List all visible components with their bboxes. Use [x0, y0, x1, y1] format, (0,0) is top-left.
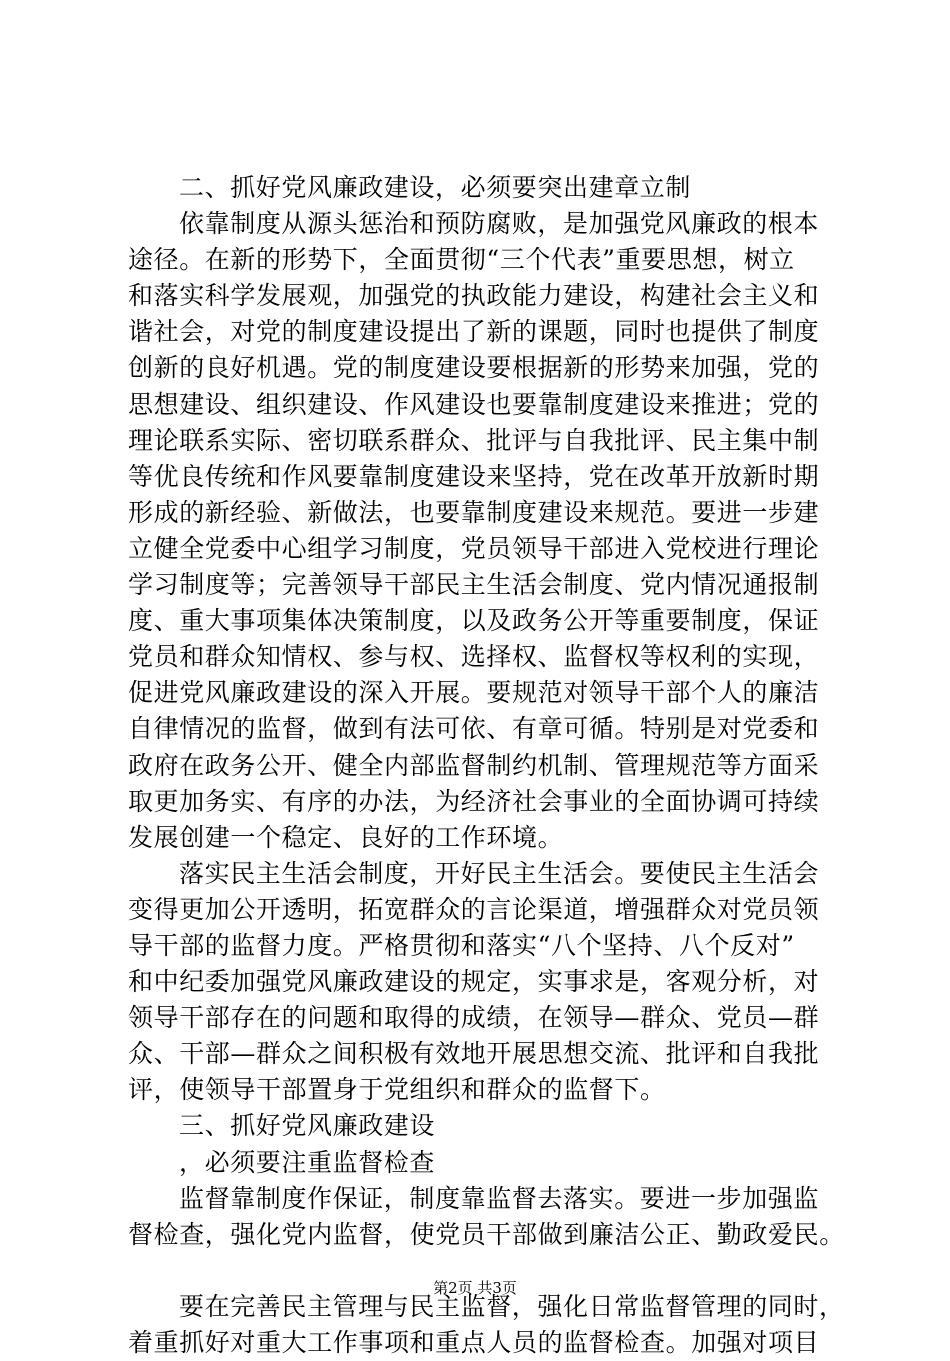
paragraph-line: 形成的新经验、新做法，也要靠制度建设来规范。要进一步建: [128, 497, 820, 527]
paragraph-line: 和中纪委加强党风廉政建设的规定，实事求是，客观分析，对: [128, 967, 820, 997]
paragraph-line: 学习制度等；完善领导干部民主生活会制度、党内情况通报制: [128, 570, 820, 600]
document-body: [128, 170, 845, 1361]
section-heading-2: 二、抓好党风廉政建设，必须要突出建章立制: [179, 173, 692, 202]
paragraph-line: 途径。在新的形势下，全面贯彻“三个代表”重要思想，树立: [128, 245, 795, 275]
paragraph-line: 取更加务实、有序的办法，为经济社会事业的全面协调可持续: [128, 786, 820, 816]
paragraph-line: 等优良传统和作风要靠制度建设来坚持，党在改革开放新时期: [128, 461, 820, 491]
paragraph-line: 促进党风廉政建设的深入开展。要规范对领导干部个人的廉洁: [128, 678, 820, 708]
paragraph-line: 思想建设、组织建设、作风建设也要靠制度建设来推进；党的: [128, 389, 820, 419]
paragraph-line: 党员和群众知情权、参与权、选择权、监督权等权利的实现，: [128, 642, 820, 672]
paragraph-line: 依靠制度从源头惩治和预防腐败，是加强党风廉政的根本: [179, 209, 820, 239]
paragraph-line: 发展创建一个稳定、良好的工作环境。: [128, 822, 564, 852]
paragraph-line: 谐社会，对党的制度建设提出了新的课题，同时也提供了制度: [128, 317, 820, 347]
paragraph-line: 度、重大事项集体决策制度，以及政务公开等重要制度，保证: [128, 606, 820, 636]
paragraph-line: 监督靠制度作保证，制度靠监督去落实。要进一步加强监: [179, 1183, 820, 1213]
paragraph-line: 评，使领导干部置身于党组织和群众的监督下。: [128, 1075, 666, 1105]
paragraph-line: 导干部的监督力度。严格贯彻和落实“八个坚持、八个反对”: [128, 930, 795, 960]
page-footer: 第2页 共3页: [433, 1279, 517, 1297]
paragraph-line: 政府在政务公开、健全内部监督制约机制、管理规范等方面采: [128, 750, 820, 780]
paragraph-line: 领导干部存在的问题和取得的成绩，在领导—群众、党员—群: [128, 1003, 820, 1033]
paragraph-line: 自律情况的监督，做到有法可依、有章可循。特别是对党委和: [128, 714, 820, 744]
paragraph-line: 要在完善民主管理与民主监督，强化日常监督管理的同时，: [179, 1291, 845, 1321]
section-heading-3-continued: ，必须要注重监督检查: [179, 1147, 436, 1177]
paragraph-line: 落实民主生活会制度，开好民主生活会。要使民主生活会: [179, 858, 820, 888]
paragraph-line: 督检查，强化党内监督，使党员干部做到廉洁公正、勤政爱民。: [128, 1219, 845, 1249]
paragraph-line: 着重抓好对重大工作事项和重点人员的监督检查。加强对项目: [128, 1327, 820, 1357]
paragraph-line: 和落实科学发展观，加强党的执政能力建设，构建社会主义和: [128, 281, 820, 311]
paragraph-line: 理论联系实际、密切联系群众、批评与自我批评、民主集中制: [128, 425, 820, 455]
paragraph-line: 立健全党委中心组学习制度，党员领导干部进入党校进行理论: [128, 533, 820, 563]
section-heading-3: 三、抓好党风廉政建设: [179, 1111, 436, 1141]
paragraph-line: 创新的良好机遇。党的制度建设要根据新的形势来加强，党的: [128, 353, 820, 383]
paragraph-line: 变得更加公开透明，拓宽群众的言论渠道，增强群众对党员领: [128, 894, 820, 924]
paragraph-line: 众、干部—群众之间积极有效地开展思想交流、批评和自我批: [128, 1039, 820, 1069]
